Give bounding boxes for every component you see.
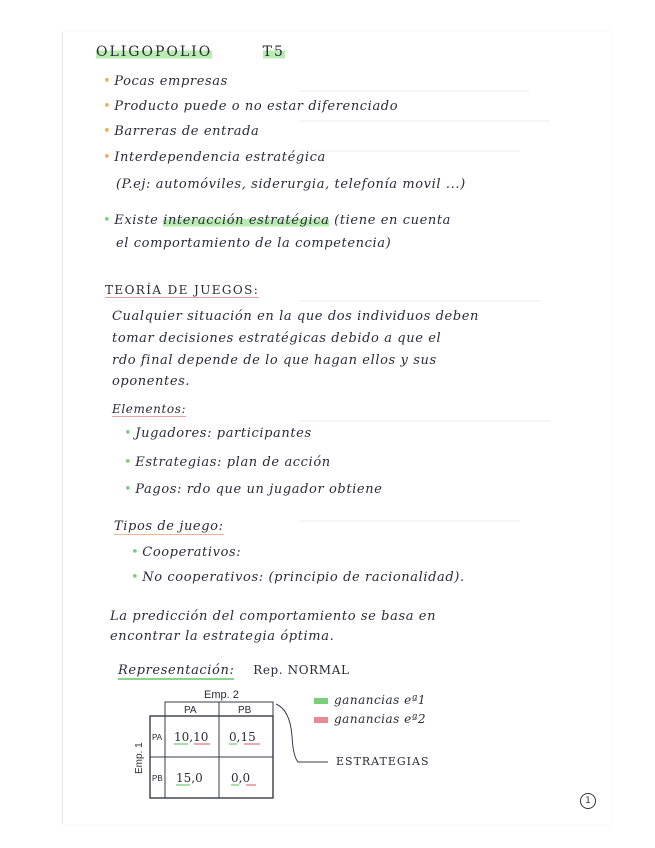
payoff-cell: 10,10 [174, 730, 209, 744]
show-through [300, 150, 520, 152]
elements-heading-text: Elementos: [112, 402, 187, 416]
type-text: No cooperativos: (principio de racionalidad). [142, 570, 465, 585]
characteristic-text: Interdependencia estratégica [114, 150, 326, 165]
types-heading-text: Tipos de juego: [114, 519, 224, 534]
game-theory-heading [105, 283, 259, 297]
definition-line: oponentes. [112, 374, 191, 389]
bullet-icon: • [103, 74, 112, 89]
type-text: Cooperativos: [142, 545, 242, 560]
row-player-label: Emp. 1 [134, 742, 145, 774]
representation-line [118, 663, 350, 678]
prediction-line: encontrar la estrategia óptima. [110, 629, 335, 644]
show-through [300, 90, 530, 92]
types-heading [114, 519, 224, 534]
show-through [300, 300, 540, 302]
interaction-line [103, 213, 451, 228]
row-strategy-label: PB [152, 774, 163, 783]
game-theory-heading-text: TEORÍA DE JUEGOS: [105, 283, 260, 297]
bullet-icon: • [103, 213, 112, 228]
characteristic-text: Pocas empresas [114, 74, 228, 89]
definition-line: Cualquier situación en la que dos individuos deben [112, 309, 480, 324]
elements-heading [112, 402, 186, 416]
legend-label: ganancias eª2 [334, 712, 427, 726]
representation-value: Rep. NORMAL [253, 663, 350, 677]
payoff-cell: 0,0 [231, 771, 251, 785]
bullet-icon: • [103, 150, 112, 165]
representation-label: Representación: [118, 663, 235, 678]
element-text: Pagos: rdo que un jugador obtiene [135, 482, 383, 497]
definition-line: rdo final depende de lo que hagan ellos y sus [112, 353, 437, 368]
list-item [131, 545, 241, 560]
interaction-highlight: interacción estratégica [163, 213, 330, 228]
list-item [103, 150, 326, 165]
characteristic-text: Barreras de entrada [114, 124, 260, 139]
element-text: Jugadores: participantes [135, 426, 312, 441]
example-text: (P.ej: automóviles, siderurgia, telefonía movil ...) [116, 177, 466, 192]
bullet-icon: • [131, 570, 140, 585]
col-player-label: Emp. 2 [204, 689, 239, 701]
interaction-part1: Existe [114, 213, 159, 228]
row-strategy-label: PA [152, 733, 163, 742]
page-number: 1 [580, 793, 596, 809]
legend-swatch [314, 717, 328, 723]
legend-swatch [314, 698, 328, 704]
list-item [103, 99, 398, 114]
prediction-line: La predicción del comportamiento se basa en [110, 609, 437, 624]
bullet-icon: • [131, 545, 140, 560]
interaction-part2: (tiene en cuenta [334, 213, 452, 228]
legend-item [314, 693, 426, 707]
list-item [103, 74, 228, 89]
strategies-label: ESTRATEGIAS [336, 755, 430, 768]
col-strategy-label: PA [184, 705, 197, 716]
payoff-cell: 15,0 [176, 771, 203, 785]
list-item [124, 426, 312, 441]
legend-item [314, 712, 426, 726]
bullet-icon: • [103, 124, 112, 139]
definition-line: tomar decisiones estratégicas debido a que el [112, 331, 442, 346]
col-strategy-label: PB [238, 705, 252, 716]
show-through [300, 420, 550, 422]
list-item [103, 124, 259, 139]
bullet-icon: • [103, 99, 112, 114]
payoff-cell: 0,15 [229, 730, 256, 744]
list-item [131, 570, 465, 585]
legend-label: ganancias eª1 [334, 693, 427, 707]
bullet-icon: • [124, 482, 133, 497]
title-text: OLIGOPOLIO [96, 44, 213, 60]
show-through [300, 520, 520, 522]
characteristic-text: Producto puede o no estar diferenciado [114, 99, 399, 114]
bullet-icon: • [124, 455, 133, 470]
list-item [124, 455, 331, 470]
show-through [300, 120, 550, 122]
title-suffix: T5 [262, 44, 285, 60]
interaction-line2: el comportamiento de la competencia) [116, 236, 392, 251]
list-item [124, 482, 382, 497]
bullet-icon: • [124, 426, 133, 441]
page-title [96, 44, 285, 60]
element-text: Estrategias: plan de acción [135, 455, 331, 470]
